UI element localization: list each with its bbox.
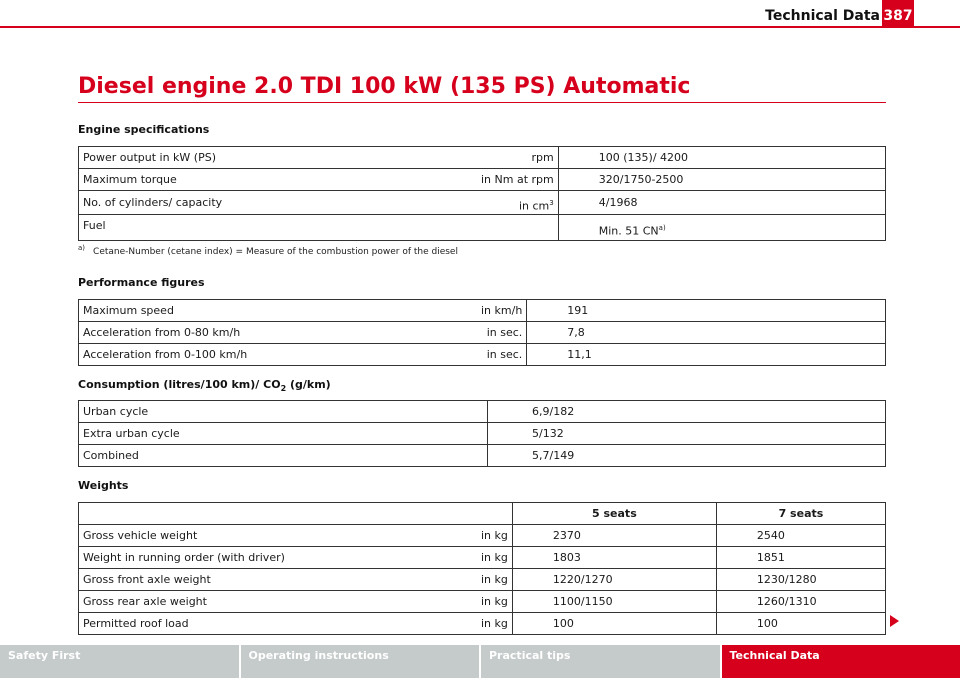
page-number: 387	[882, 0, 914, 26]
row-unit: in kg	[477, 613, 512, 635]
row-label: Urban cycle	[79, 401, 488, 423]
row-label: Acceleration from 0-80 km/h	[79, 322, 478, 344]
row-value-5-seats: 2370	[512, 525, 716, 547]
row-unit: in kg	[477, 525, 512, 547]
title-rule	[78, 102, 886, 103]
footer-tab-operating-instructions[interactable]: Operating instructions	[241, 645, 482, 678]
row-value-5-seats: 1220/1270	[512, 569, 716, 591]
table-row	[79, 322, 886, 344]
row-label: Gross vehicle weight	[79, 525, 478, 547]
row-value-7-seats: 2540	[716, 525, 885, 547]
row-unit: in kg	[477, 569, 512, 591]
row-label: Fuel	[79, 215, 478, 241]
footer-tab-practical-tips[interactable]: Practical tips	[481, 645, 722, 678]
table-row	[79, 569, 886, 591]
row-value-7-seats: 100	[716, 613, 885, 635]
table-row	[79, 613, 886, 635]
row-value-7-seats: 1230/1280	[716, 569, 885, 591]
row-value-5-seats: 100	[512, 613, 716, 635]
row-value: 11,1	[527, 344, 886, 366]
section-title-performance: Performance figures	[78, 276, 205, 289]
row-value: 100 (135)/ 4200	[558, 147, 885, 169]
row-label: Permitted roof load	[79, 613, 478, 635]
row-label: Combined	[79, 445, 488, 467]
row-unit: in sec.	[477, 344, 527, 366]
row-value: 320/1750-2500	[558, 169, 885, 191]
row-unit: in km/h	[477, 300, 527, 322]
performance-table	[78, 299, 886, 366]
column-header-5-seats: 5 seats	[512, 503, 716, 525]
page-title: Diesel engine 2.0 TDI 100 kW (135 PS) Automatic	[78, 74, 691, 99]
row-unit: in kg	[477, 547, 512, 569]
table-row	[79, 423, 886, 445]
weights-table	[78, 502, 886, 635]
row-label: No. of cylinders/ capacity	[79, 191, 478, 215]
row-value: Min. 51 CN$^{a)}$	[558, 215, 885, 241]
row-unit: in sec.	[477, 322, 527, 344]
column-header-7-seats: 7 seats	[716, 503, 885, 525]
row-value: 5/132	[488, 423, 886, 445]
row-value: 191	[527, 300, 886, 322]
table-row	[79, 525, 886, 547]
row-value: 4/1968	[558, 191, 885, 215]
table-row	[79, 401, 886, 423]
next-page-arrow-icon[interactable]	[890, 615, 899, 627]
table-row	[79, 191, 886, 215]
row-value: 6,9/182	[488, 401, 886, 423]
table-row	[79, 300, 886, 322]
footer-tab-safety-first[interactable]: Safety First	[0, 645, 241, 678]
row-label: Gross rear axle weight	[79, 591, 478, 613]
header-title: Technical Data	[765, 8, 880, 24]
footer-nav	[0, 645, 960, 678]
row-label: Acceleration from 0-100 km/h	[79, 344, 478, 366]
table-row	[79, 547, 886, 569]
header-rule	[0, 26, 960, 28]
row-unit: in $cm^3$	[477, 191, 558, 215]
row-unit: in kg	[477, 591, 512, 613]
row-label: Gross front axle weight	[79, 569, 478, 591]
row-unit: rpm	[477, 147, 558, 169]
section-title-weights: Weights	[78, 479, 129, 492]
row-value-7-seats: 1260/1310	[716, 591, 885, 613]
row-value-5-seats: 1803	[512, 547, 716, 569]
row-unit	[477, 215, 558, 241]
table-header-row	[79, 503, 886, 525]
table-row	[79, 591, 886, 613]
header-empty-cell	[79, 503, 513, 525]
section-title-engine: Engine specifications	[78, 123, 210, 136]
engine-table	[78, 146, 886, 241]
footnote	[78, 244, 458, 257]
row-value-5-seats: 1100/1150	[512, 591, 716, 613]
table-row	[79, 344, 886, 366]
table-row	[79, 169, 886, 191]
row-value: 7,8	[527, 322, 886, 344]
table-row	[79, 445, 886, 467]
footer-tab-technical-data[interactable]: Technical Data	[722, 645, 960, 678]
row-unit: in Nm at rpm	[477, 169, 558, 191]
row-label: Maximum speed	[79, 300, 478, 322]
footnote-mark: a)	[78, 244, 86, 252]
row-label: Weight in running order (with driver)	[79, 547, 478, 569]
footnote-text: Cetane-Number (cetane index) = Measure of the combustion power of the diesel	[93, 247, 458, 257]
row-label: Power output in kW (PS)	[79, 147, 478, 169]
section-title-consumption: Consumption (litres/100 km)/ $CO_2$ (g/km)	[78, 378, 331, 394]
row-label: Maximum torque	[79, 169, 478, 191]
table-row	[79, 147, 886, 169]
row-value-7-seats: 1851	[716, 547, 885, 569]
row-value: 5,7/149	[488, 445, 886, 467]
consumption-table	[78, 400, 886, 467]
table-row	[79, 215, 886, 241]
row-label: Extra urban cycle	[79, 423, 488, 445]
